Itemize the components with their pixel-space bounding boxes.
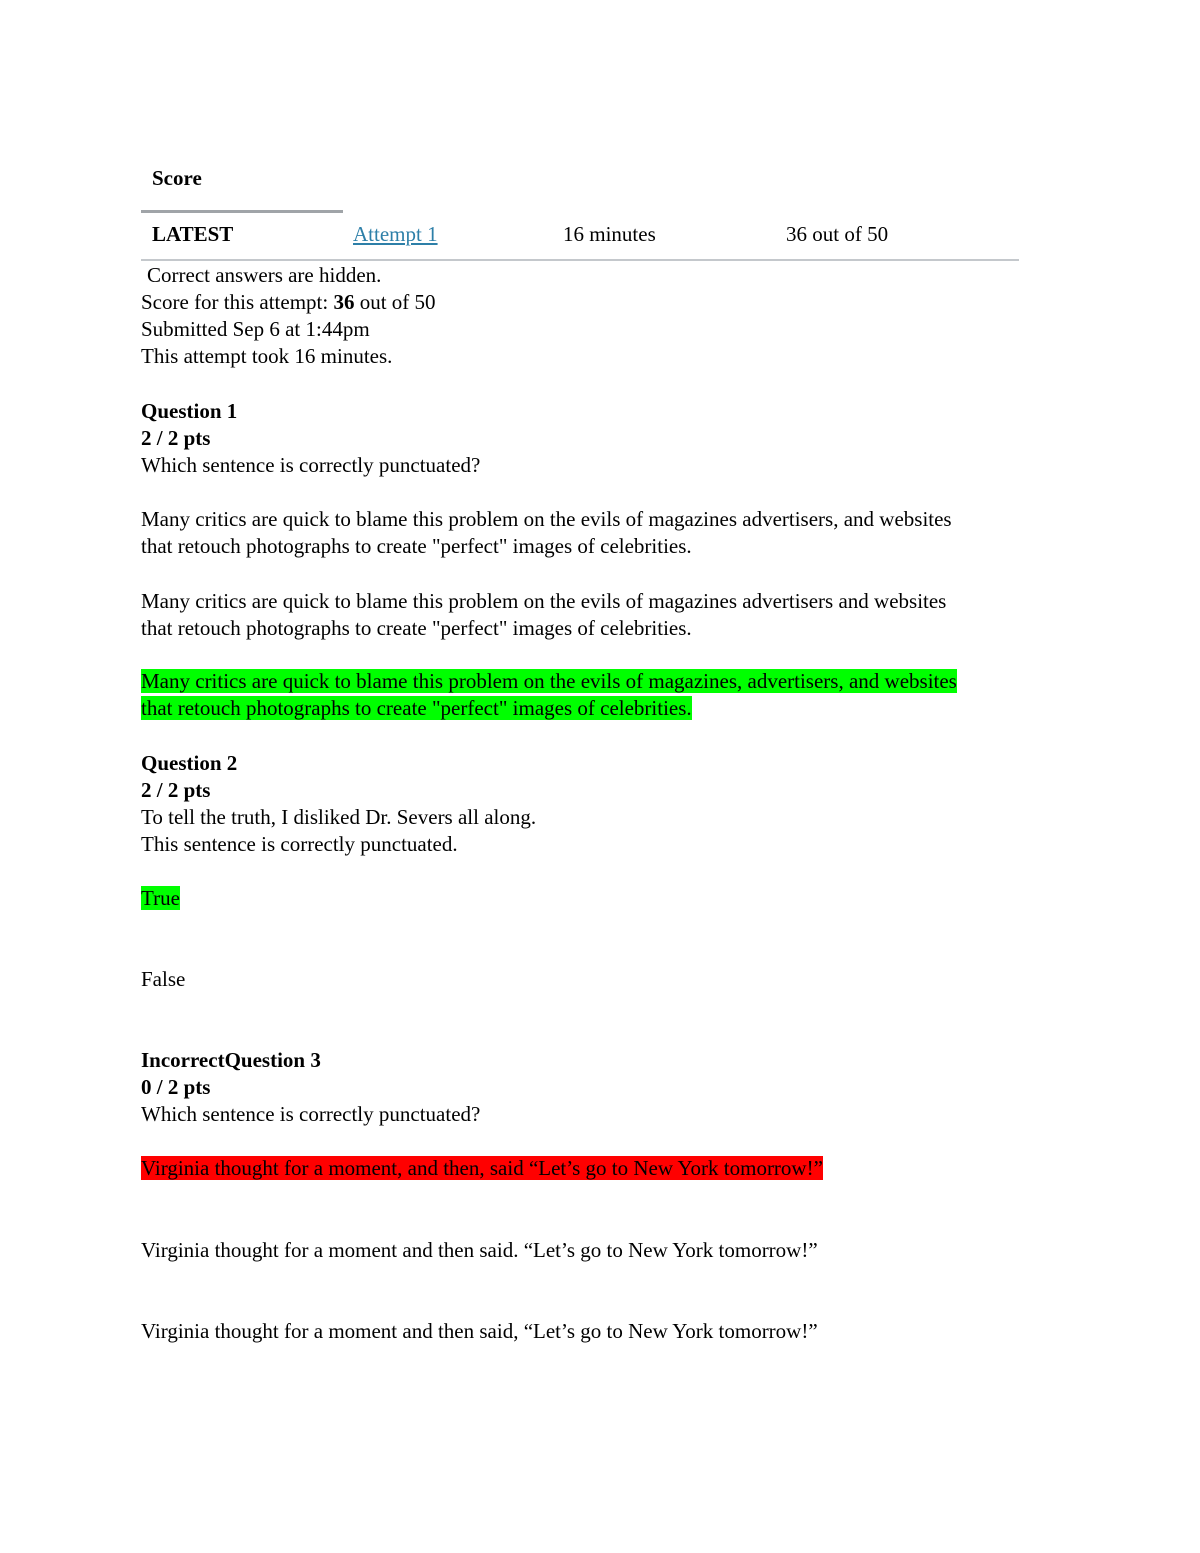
question-title: IncorrectQuestion 3: [141, 1048, 321, 1072]
question-prompt: Which sentence is correctly punctuated?: [141, 1102, 481, 1126]
answer-option-incorrect[interactable]: [141, 1155, 823, 1182]
attempt-row-divider: [141, 259, 1019, 261]
score-for-attempt: [141, 289, 436, 316]
answer-option-correct[interactable]: [141, 885, 180, 912]
answer-option[interactable]: [141, 588, 946, 642]
attempt-status-label: LATEST: [152, 222, 234, 246]
score-suffix: out of 50: [354, 290, 436, 314]
answer-option-correct[interactable]: [141, 668, 957, 722]
question-3: [141, 1047, 480, 1128]
answer-text: Virginia thought for a moment and then said, “Let’s go to New York tomorrow!”: [141, 1319, 818, 1343]
question-prompt: Which sentence is correctly punctuated?: [141, 453, 481, 477]
answer-line-2: that retouch photographs to create "perfect" images of celebrities.: [141, 534, 692, 558]
question-1: [141, 398, 480, 479]
answer-line-1: [141, 668, 957, 695]
question-prompt-line-1: To tell the truth, I disliked Dr. Severs all along.: [141, 805, 537, 829]
score-header-underline: [141, 210, 343, 213]
attempt-score: 36 out of 50: [786, 222, 889, 246]
question-points: 2 / 2 pts: [141, 426, 211, 450]
question-2: [141, 750, 536, 858]
question-points: 2 / 2 pts: [141, 778, 211, 802]
score-value: 36: [333, 290, 355, 314]
attempt-summary: [141, 262, 436, 370]
incorrect-highlight: Virginia thought for a moment, and then, said “Let’s go to New York tomorrow!”: [141, 1156, 823, 1180]
answer-line-1: Many critics are quick to blame this problem on the evils of magazines advertisers and websites: [141, 589, 947, 613]
answers-hidden-note: Correct answers are hidden.: [147, 263, 382, 287]
question-prompt-line-2: This sentence is correctly punctuated.: [141, 832, 458, 856]
answer-option[interactable]: [141, 966, 185, 993]
attempt-duration: 16 minutes: [563, 222, 656, 246]
answer-text: False: [141, 967, 186, 991]
attempt-row: [141, 222, 1019, 260]
answer-line-2: that retouch photographs to create "perfect" images of celebrities.: [141, 616, 692, 640]
answer-option[interactable]: [141, 506, 952, 560]
answer-text: Virginia thought for a moment and then said. “Let’s go to New York tomorrow!”: [141, 1238, 818, 1262]
correct-highlight: Many critics are quick to blame this problem on the evils of magazines, advertisers, and websites: [141, 669, 957, 693]
question-title: Question 2: [141, 751, 238, 775]
correct-highlight: that retouch photographs to create "perfect" images of celebrities.: [141, 696, 692, 720]
attempt-link[interactable]: Attempt 1: [353, 222, 438, 246]
answer-line-2: [141, 695, 957, 722]
score-prefix: Score for this attempt:: [141, 290, 334, 314]
question-title: Question 1: [141, 399, 238, 423]
answer-line-1: Many critics are quick to blame this problem on the evils of magazines advertisers, and websites: [141, 507, 952, 531]
correct-highlight: True: [141, 886, 180, 910]
answer-option[interactable]: [141, 1318, 818, 1345]
submitted-timestamp: Submitted Sep 6 at 1:44pm: [141, 317, 370, 341]
question-points: 0 / 2 pts: [141, 1075, 211, 1099]
answer-option[interactable]: [141, 1237, 818, 1264]
attempt-duration-note: This attempt took 16 minutes.: [141, 344, 393, 368]
score-column-header: Score: [152, 166, 202, 190]
